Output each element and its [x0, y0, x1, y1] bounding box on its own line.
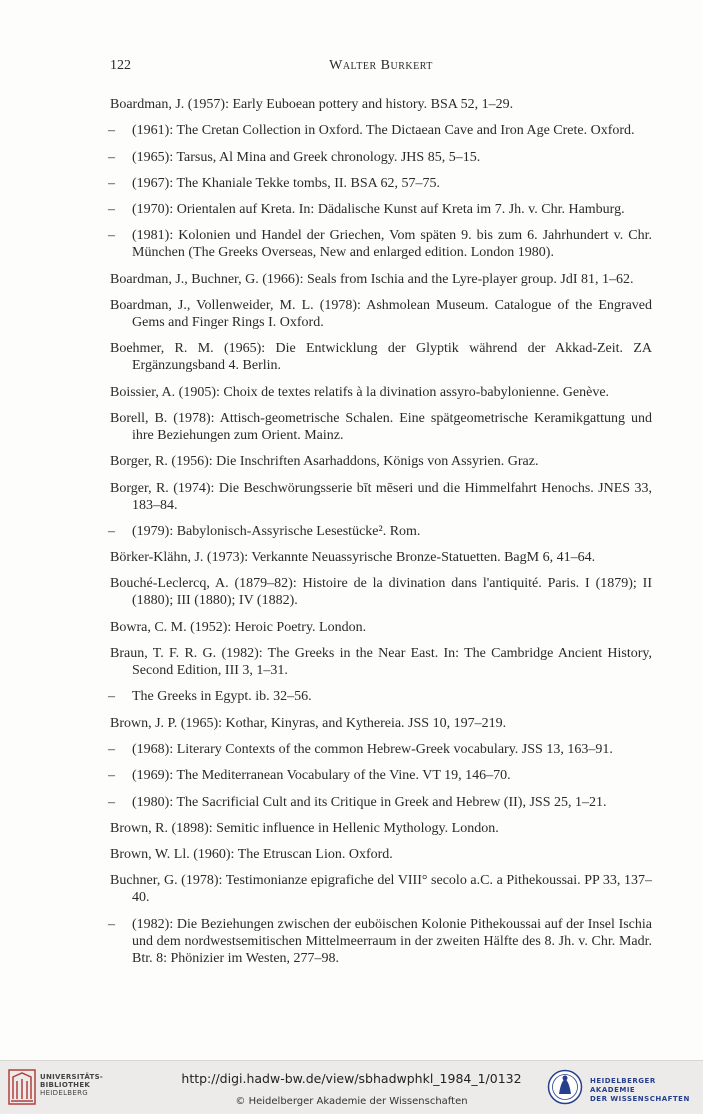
academy-name: HEIDELBERGER AKADEMIE DER WISSENSCHAFTEN: [590, 1077, 690, 1103]
entry-text: Boardman, J., Buchner, G. (1966): Seals from Ischia and the Lyre-player group. JdI 81, 1–62.: [110, 271, 634, 287]
bibliography-list: [110, 96, 652, 976]
entry-text: Boissier, A. (1905): Choix de textes relatifs à la divination assyro-babylonienne. Genève.: [110, 384, 610, 400]
entry-text: Boardman, J., Vollenweider, M. L. (1978): Ashmolean Museum. Catalogue of the Engraved Gems and Finger Rings I. Oxford.: [110, 298, 652, 331]
entry-text: Borger, R. (1956): Die Inschriften Asarhaddons, Königs von Assyrien. Graz.: [110, 454, 539, 470]
bibliography-entry: [110, 820, 652, 837]
bibliography-entry: [110, 619, 652, 636]
bibliography-entry: [110, 549, 652, 566]
bibliography-entry: [110, 645, 652, 679]
footer-bar: [0, 1060, 703, 1114]
bibliography-entry: [110, 96, 652, 113]
academy-seal-icon: [547, 1069, 583, 1105]
entry-text: (1981): Kolonien und Handel der Griechen, Vom späten 9. bis zum 6. Jahrhundert v. Chr. München (The Greeks Overseas, New and enlarged edition. London 1980).: [132, 228, 652, 261]
bibliography-entry: [110, 340, 652, 374]
repeat-author-dash: –: [108, 916, 115, 932]
entry-text: Boardman, J. (1957): Early Euboean pottery and history. BSA 52, 1–29.: [110, 97, 514, 112]
bibliography-entry: [110, 384, 652, 401]
repeat-author-dash: –: [108, 689, 115, 705]
bibliography-entry: [110, 916, 652, 967]
bibliography-entry: [110, 523, 652, 540]
entry-text: (1982): Die Beziehungen zwischen der euböischen Kolonie Pithekoussai auf der Insel Ischia und dem nordwestsemitischen Mittelmeerraum in der zweiten Hälfte des 8. Jh. v. Chr. Madr. Btr. 8: Phönizier im Westen, 277–98.: [132, 916, 652, 966]
entry-text: (1968): Literary Contexts of the common Hebrew-Greek vocabulary. JSS 13, 163–91.: [132, 741, 613, 757]
repeat-author-dash: –: [108, 149, 115, 165]
entry-text: (1969): The Mediterranean Vocabulary of the Vine. VT 19, 146–70.: [132, 768, 511, 784]
bibliography-entry: [110, 227, 652, 261]
bibliography-entry: [110, 410, 652, 444]
entry-text: Boehmer, R. M. (1965): Die Entwicklung der Glyptik während der Akkad-Zeit. ZA Ergänzungsband 4. Berlin.: [110, 341, 652, 374]
bibliography-entry: [110, 715, 652, 732]
entry-text: Brown, J. P. (1965): Kothar, Kinyras, and Kythereia. JSS 10, 197–219.: [110, 715, 507, 731]
entry-text: (1979): Babylonisch-Assyrische Lesestücke². Rom.: [132, 523, 421, 539]
entry-text: (1961): The Cretan Collection in Oxford. The Dictaean Cave and Iron Age Crete. Oxford.: [132, 123, 635, 139]
bibliography-entry: [110, 846, 652, 863]
repeat-author-dash: –: [108, 523, 115, 539]
entry-text: Borger, R. (1974): Die Beschwörungsserie bīt mēseri und die Himmelfahrt Henochs. JNES 33, 183–84.: [110, 480, 652, 513]
entry-text: Bouché-Leclercq, A. (1879–82): Histoire de la divination dans l'antiquité. Paris. I (1879); II (1880); III (1880); IV (1882).: [110, 576, 652, 609]
entry-text: Brown, R. (1898): Semitic influence in Hellenic Mythology. London.: [110, 820, 499, 836]
bibliography-entry: [110, 794, 652, 811]
bibliography-entry: [110, 575, 652, 609]
repeat-author-dash: –: [108, 741, 115, 757]
copyright-notice: © Heidelberger Akademie der Wissenschaften: [235, 1096, 468, 1107]
bibliography-entry: [110, 480, 652, 514]
entry-text: The Greeks in Egypt. ib. 32–56.: [132, 689, 312, 705]
university-library-name: UNIVERSITÄTS- BIBLIOTHEK HEIDELBERG: [40, 1073, 104, 1097]
repeat-author-dash: –: [108, 123, 115, 139]
entry-text: (1965): Tarsus, Al Mina and Greek chronology. JHS 85, 5–15.: [132, 149, 481, 165]
entry-text: Braun, T. F. R. G. (1982): The Greeks in the Near East. In: The Cambridge Ancient History, Second Edition, III 3, 1–31.: [110, 646, 652, 679]
bibliography-entry: [110, 453, 652, 470]
entry-text: Bowra, C. M. (1952): Heroic Poetry. London.: [110, 619, 367, 635]
bibliography-entry: [110, 122, 652, 139]
page-number: 122: [110, 58, 131, 73]
bibliography-entry: [110, 688, 652, 705]
entry-text: Buchner, G. (1978): Testimonianze epigrafiche del VIII° secolo a.C. a Pithekoussai. PP 33, 137–40.: [110, 873, 652, 906]
running-head: [110, 58, 652, 78]
entry-text: (1980): The Sacrificial Cult and its Critique in Greek and Hebrew (II), JSS 25, 1–21.: [132, 794, 607, 810]
bibliography-entry: [110, 175, 652, 192]
repeat-author-dash: –: [108, 768, 115, 784]
bibliography-entry: [110, 149, 652, 166]
repeat-author-dash: –: [108, 202, 115, 218]
repeat-author-dash: –: [108, 228, 115, 244]
running-head-author: Walter Burkert: [329, 58, 433, 73]
bibliography-entry: [110, 297, 652, 331]
entry-text: (1967): The Khaniale Tekke tombs, II. BSA 62, 57–75.: [132, 175, 441, 191]
repeat-author-dash: –: [108, 794, 115, 810]
bibliography-entry: [110, 201, 652, 218]
entry-text: Börker-Klähn, J. (1973): Verkannte Neuassyrische Bronze-Statuetten. BagM 6, 41–64.: [110, 550, 596, 566]
bibliography-entry: [110, 872, 652, 906]
source-url-link[interactable]: http://digi.hadw-bw.de/view/sbhadwphkl_1984_1/0132: [181, 1071, 522, 1086]
bibliography-entry: [110, 271, 652, 288]
entry-text: Borell, B. (1978): Attisch-geometrische Schalen. Eine spätgeometrische Keramikgattung und ihre Beziehungen zum Orient. Mainz.: [110, 410, 652, 443]
bibliography-entry: [110, 767, 652, 784]
repeat-author-dash: –: [108, 175, 115, 191]
bibliography-entry: [110, 741, 652, 758]
entry-text: (1970): Orientalen auf Kreta. In: Dädalische Kunst auf Kreta im 7. Jh. v. Chr. Hamburg.: [132, 202, 625, 218]
entry-text: Brown, W. Ll. (1960): The Etruscan Lion. Oxford.: [110, 847, 393, 863]
